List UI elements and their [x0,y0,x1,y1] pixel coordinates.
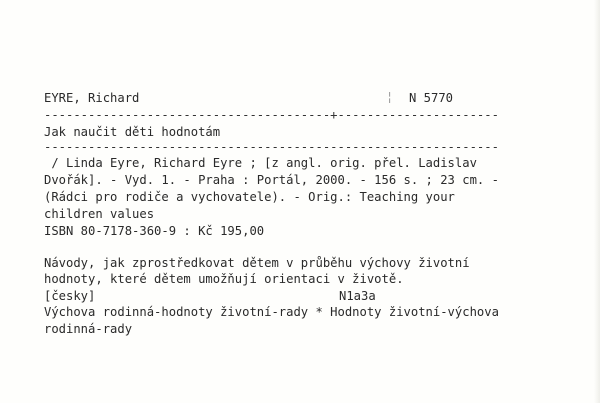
description-line-4: children values [44,207,155,221]
description-line-1: / Linda Eyre, Richard Eyre ; [z angl. orig. přel. Ladislav [44,156,477,170]
title: Jak naučit děti hodnotám [44,125,221,139]
language-note: [česky] [44,289,96,303]
description-line-2: Dvořák]. - Vyd. 1. - Praha : Portál, 2000. - 156 s. ; 23 cm. - [44,173,499,187]
annotation-line-2: hodnoty, které dětem umožňují orientaci v životě. [44,272,404,286]
separator-top: ---------------------------------------+---------------------- [44,108,499,122]
author-heading: EYRE, Richard [44,91,140,105]
subject-line-2: rodinná-rady [44,322,133,336]
classification-code: N1a3a [339,289,376,303]
card-edge-shadow [594,0,600,403]
description-line-3: (Rádci pro rodiče a vychovatele). - Orig.: Teaching your [44,190,455,204]
separator-mid: -------------------------------------------------------------- [44,140,499,154]
annotation-line-1: Návody, jak zprostředkovat dětem v průběhu výchovy životní [44,256,470,270]
call-number: N 5770 [409,91,454,105]
isbn-price: ISBN 80-7178-360-9 : Kč 195,00 [44,224,265,238]
subject-line-1: Výchova rodinná-hodnoty životní-rady * Hodnoty životní-výchova [44,305,499,319]
column-divider: ¦ [386,90,394,104]
